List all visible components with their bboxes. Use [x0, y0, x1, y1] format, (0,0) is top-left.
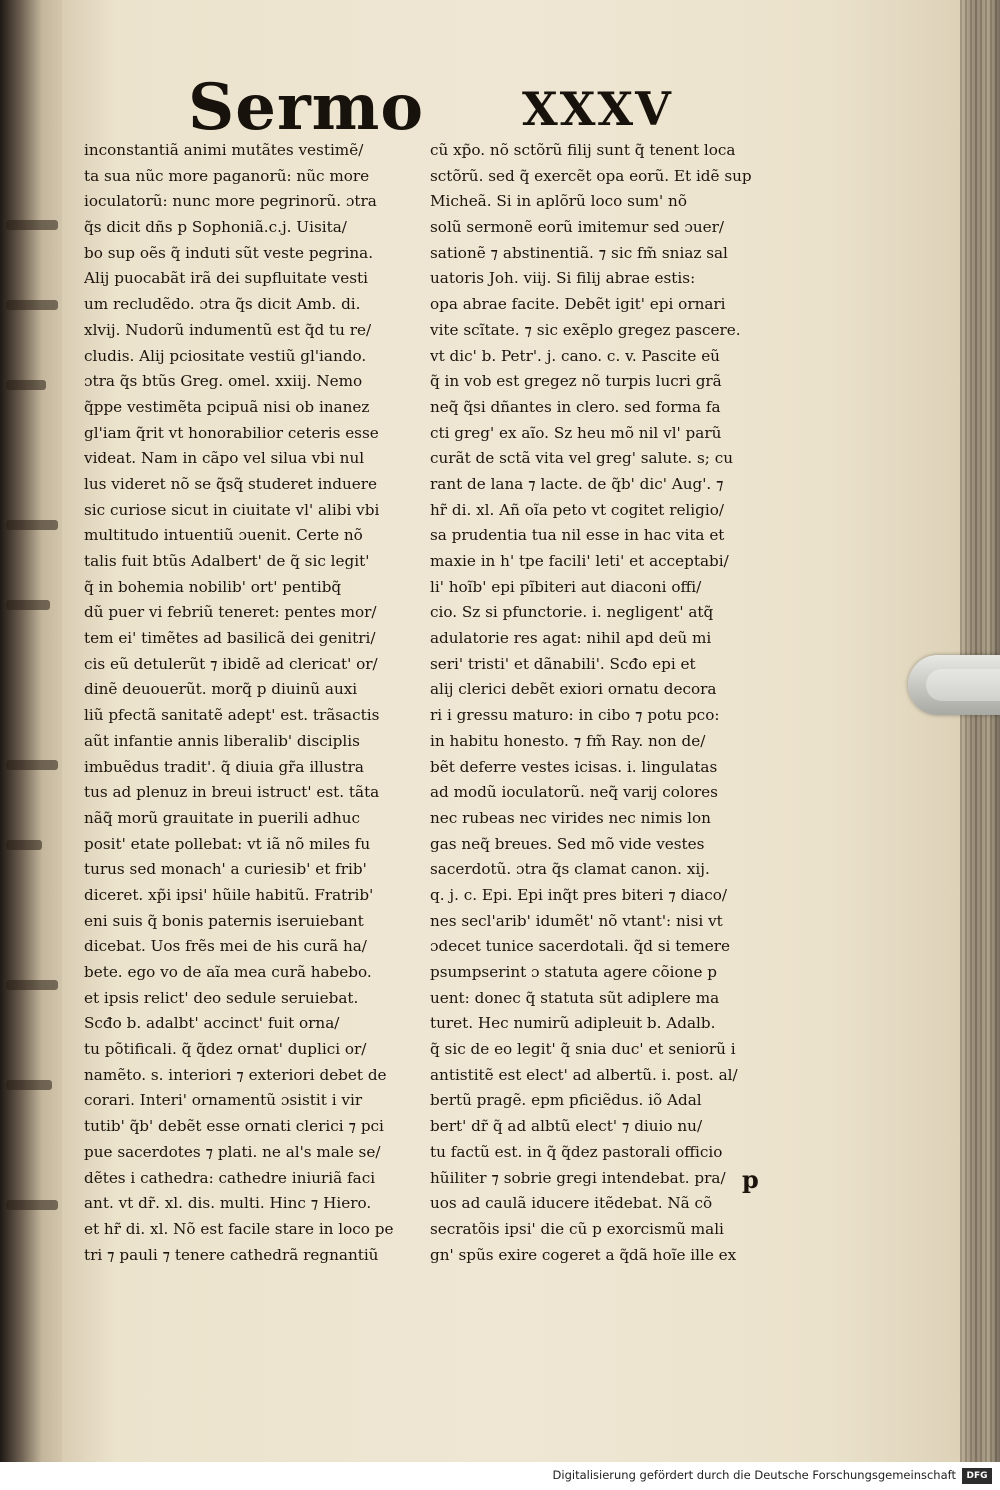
text-line: tus ad plenuz in breui istruct' est. tãta	[84, 783, 380, 802]
text-line: q̃ppe vestimẽta pcipuã nisi ob inanez	[84, 397, 370, 416]
text-line: opa abrae facite. Debẽt igit' epi ornari	[430, 295, 726, 314]
text-line: rant de lana ⁊ lacte. de q̃b' dic' Aug'. ⁊	[430, 474, 724, 493]
text-line: posit' etate pollebat: vt iã nõ miles fu	[84, 834, 371, 853]
text-line: sacerdotũ. ɔtra q̃s clamat canon. xij.	[430, 860, 710, 879]
text-line: Micheã. Si in aplõrũ loco sum' nõ	[430, 192, 687, 211]
text-line: gl'iam q̃rit vt honorabilior ceteris esse	[84, 423, 379, 442]
text-line: solũ sermonẽ eorũ imitemur sed ɔuer/	[430, 218, 725, 237]
text-line: tu factũ est. in q̃ q̃dez pastorali officio	[430, 1142, 723, 1161]
footer-bar	[0, 1462, 1000, 1490]
text-line: corari. Interi' ornamentũ ɔsistit i vir	[84, 1091, 363, 1110]
text-line: cũ xp̃o. nõ sctõrũ filij sunt q̃ tenent loca	[430, 141, 736, 159]
text-line: cis eũ detulerũt ⁊ ibidẽ ad clericat' or/	[84, 654, 378, 673]
text-line: vt dic' b. Petr'. j. cano. c. v. Pascite eũ	[430, 346, 720, 365]
text-line: psumpserint ɔ statuta agere cõione p	[430, 963, 717, 981]
text-line: sctõrũ. sed q̃ exercẽt opa eorũ. Et idẽ sup	[430, 166, 752, 185]
running-head-title: Sermo	[188, 70, 425, 145]
text-line: ioculatorũ: nunc more pegrinorũ. ɔtra	[84, 192, 377, 211]
text-line: sic curiose sicut in ciuitate vl' alibi vbi	[84, 500, 380, 519]
text-line: uatoris Joh. viij. Si filij abrae estis:	[430, 269, 696, 288]
text-line: tu põtificali. q̃ q̃dez ornat' duplici or/	[84, 1040, 367, 1059]
text-line: Scđo b. adalbt' accinct' fuit orna/	[84, 1014, 340, 1033]
text-line: et ipsis relict' deo sedule seruiebat.	[84, 988, 359, 1007]
text-line: vite scĩtate. ⁊ sic exẽplo gregez pascere.	[430, 320, 741, 339]
text-line: diceret. xp̃i ipsi' hũile habitũ. Fratrib'	[84, 885, 374, 904]
text-line: turus sed monach' a curiesib' et frib'	[84, 860, 367, 879]
signature-mark: p	[742, 1165, 759, 1194]
text-line: bertũ pragẽ. epm pficiẽdus. iõ Adal	[430, 1091, 702, 1110]
text-line: q̃ in bohemia nobilib' ort' pentibq̃	[84, 577, 342, 596]
text-line: talis fuit btũs Adalbert' de q̃ sic legit'	[84, 552, 370, 570]
text-line: q. j. c. Epi. Epi inq̃t pres biteri ⁊ diaco/	[430, 885, 727, 904]
text-line: bo sup oẽs q̃ induti sũt veste pegrina.	[84, 243, 374, 262]
text-line: hũiliter ⁊ sobrie gregi intendebat. pra/	[430, 1168, 726, 1187]
text-column-right	[430, 138, 792, 1268]
text-line: et hr̃ di. xl. Nõ est facile stare in loco pe	[84, 1219, 394, 1238]
text-line: tri ⁊ pauli ⁊ tenere cathedrã regnantiũ	[84, 1245, 379, 1264]
text-line: alij clerici debẽt exiori ornatu decora	[430, 680, 717, 699]
text-line: uent: donec q̃ statuta sũt adiplere ma	[430, 988, 720, 1007]
text-line: sa prudentia tua nil esse in hac vita et	[430, 526, 725, 545]
text-line: neq̃ q̃si dñantes in clero. sed forma fa	[430, 397, 721, 416]
text-line: seri' tristi' et dãnabili'. Scđo epi et	[430, 654, 696, 673]
text-line: q̃ sic de eo legit' q̃ snia duc' et seniorũ i	[430, 1040, 736, 1059]
text-line: dicebat. Uos frẽs mei de his curã ha/	[84, 937, 367, 956]
text-line: eni suis q̃ bonis paternis iseruiebant	[84, 911, 364, 930]
text-line: bert' dr̃ q̃ ad albtũ elect' ⁊ diuio nu/	[430, 1117, 703, 1136]
text-line: sationẽ ⁊ abstinentiã. ⁊ sic fm̃ sniaz sal	[430, 243, 728, 262]
text-line: dẽtes i cathedra: cathedre iniuriã faci	[84, 1168, 376, 1187]
text-line: turet. Hec numirũ adipleuit b. Adalb.	[430, 1014, 716, 1033]
text-line: Alij puocabãt irã dei supfluitate vesti	[84, 269, 368, 288]
text-line: tutib' q̃b' debẽt esse ornati clerici ⁊ pci	[84, 1117, 384, 1136]
text-line: cludis. Alij pciositate vestiũ gl'iando.	[84, 346, 367, 365]
text-line: bẽt deferre vestes icisas. i. lingulatas	[430, 757, 718, 776]
text-line: gas neq̃ breues. Sed mõ vide vestes	[430, 834, 705, 853]
text-line: ri i gressu maturo: in cibo ⁊ potu pco:	[430, 706, 720, 725]
book-clamp	[908, 655, 1000, 715]
running-head	[188, 70, 708, 146]
text-line: lus videret nõ se q̃sq̃ studeret induere	[84, 474, 377, 493]
text-line: secratõis ipsi' die cũ p exorcismũ mali	[430, 1219, 724, 1238]
text-line: q̃ in vob est gregez nõ turpis lucri grã	[430, 372, 722, 391]
text-line: cti greg' ex aĩo. Sz heu mõ nil vl' parũ	[430, 423, 722, 442]
text-line: adulatorie res agat: nihil apd deũ mi	[430, 629, 712, 648]
text-line: ɔtra q̃s btũs Greg. omel. xxiij. Nemo	[84, 372, 363, 391]
text-line: ɔdecet tunice sacerdotali. q̃d si temere	[430, 937, 730, 956]
text-line: curãt de sctã vita vel greg' salute. s; cu	[430, 449, 733, 468]
text-line: li' hoĩb' epi pĩbiteri aut diaconi offi/	[430, 577, 702, 596]
folio-number: XXXV	[522, 82, 673, 136]
text-line: ant. vt dr̃. xl. dis. multi. Hinc ⁊ Hiero.	[84, 1194, 372, 1213]
text-line: multitudo intuentiũ ɔuenit. Certe nõ	[84, 526, 363, 545]
text-line: inconstantiã animi mutãtes vestimẽ/	[84, 141, 364, 159]
text-line: nec rubeas nec virides nec nimis lon	[430, 808, 711, 827]
text-line: dũ puer vi febriũ teneret: pentes mor/	[84, 603, 377, 622]
text-line: ad modũ ioculatorũ. neq̃ varij colores	[430, 783, 718, 802]
text-line: um recludẽdo. ɔtra q̃s dicit Amb. di.	[84, 295, 361, 314]
text-line: gn' spũs exire cogeret a q̃dã hoĩe ille ex	[430, 1245, 737, 1264]
text-line: nes secl'arib' idumẽt' nõ vtant': nisi vt	[430, 911, 723, 930]
text-line: imbuẽdus tradit'. q̃ diuia gr̃a illustra	[84, 757, 364, 776]
page-stack-edge	[960, 0, 1000, 1462]
text-line: tem ei' timẽtes ad basilicã dei genitri/	[84, 629, 376, 648]
text-line: maxie in h' tpe facili' leti' et acceptabi/	[430, 552, 729, 570]
text-line: hr̃ di. xl. Añ oĩa peto vt cogitet religio/	[430, 500, 724, 519]
text-column-left	[84, 138, 446, 1268]
text-line: bete. ego vo de aĩa mea curã habebo.	[84, 963, 372, 981]
text-line: cio. Sz si pfunctorie. i. negligent' atq̃	[430, 603, 714, 622]
text-line: dinẽ deuouerũt. morq̃ p diuinũ auxi	[84, 680, 358, 699]
text-line: liũ pfectã sanitatẽ adept' est. trãsactis	[84, 706, 380, 725]
funding-credit: Digitalisierung gefördert durch die Deutsche Forschungsgemeinschaft	[552, 1468, 956, 1482]
text-line: pue sacerdotes ⁊ plati. ne al's male se/	[84, 1142, 381, 1161]
text-line: in habitu honesto. ⁊ fm̃ Ray. non de/	[430, 731, 706, 750]
left-page-edge	[0, 0, 70, 1462]
text-line: namẽto. s. interiori ⁊ exteriori debet de	[84, 1065, 387, 1084]
text-line: videat. Nam in cãpo vel silua vbi nul	[84, 449, 365, 468]
text-line: xlvij. Nudorũ indumentũ est q̃d tu re/	[84, 320, 372, 339]
text-line: aũt infantie annis liberalib' disciplis	[84, 731, 360, 750]
text-line: antistitẽ est elect' ad albertũ. i. post. al/	[430, 1065, 738, 1084]
text-line: q̃s dicit dñs p Sophoniã.c.j. Uisita/	[84, 218, 347, 237]
dfg-logo: DFG	[962, 1468, 992, 1484]
text-line: uos ad caulã iducere itẽdebat. Nã cõ	[430, 1194, 713, 1213]
text-line: nãq̃ morũ grauitate in puerili adhuc	[84, 808, 361, 827]
text-line: ta sua nũc more paganorũ: nũc more	[84, 166, 370, 185]
